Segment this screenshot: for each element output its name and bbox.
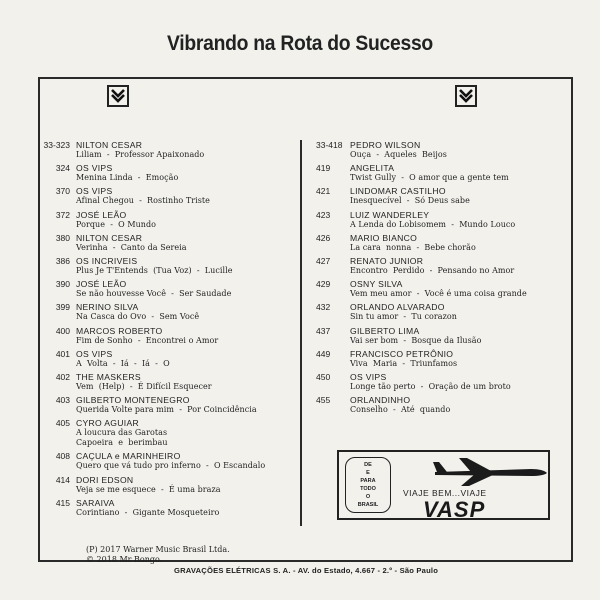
track-entry xyxy=(310,163,565,183)
track-entry xyxy=(310,279,565,299)
track-entry xyxy=(30,418,295,448)
catalog-number: 370 xyxy=(55,186,70,197)
catalog-number: 419 xyxy=(316,163,331,174)
track-entry xyxy=(310,302,565,322)
track-entry xyxy=(30,279,295,299)
catalog-number: 33-323 xyxy=(43,140,70,150)
track-entry xyxy=(310,233,565,253)
track-entry xyxy=(30,256,295,276)
song-titles: Longe tão perto - Oração de um broto xyxy=(350,381,511,391)
catalog-number: 426 xyxy=(316,232,331,243)
column-divider xyxy=(300,140,302,526)
artist-name: RENATO JUNIOR xyxy=(350,255,424,266)
artist-name: GILBERTO MONTENEGRO xyxy=(76,395,190,406)
song-titles: Veja se me esquece - É uma braza xyxy=(76,484,221,494)
artist-name: THE MASKERS xyxy=(76,371,141,382)
catalog-number: 399 xyxy=(55,302,70,313)
artist-name: FRANCISCO PETRÔNIO xyxy=(350,348,454,359)
artist-name: CAÇULA e MARINHEIRO xyxy=(76,451,181,462)
catalog-number: 421 xyxy=(316,186,331,197)
catalog-number: 405 xyxy=(55,418,70,429)
song-titles: Ouça - Aqueles Beijos xyxy=(350,150,447,159)
artist-name: NILTON CESAR xyxy=(76,232,143,243)
catalog-number: 324 xyxy=(55,163,70,174)
credit-line: © 2018 Mr Bongo. xyxy=(86,555,163,564)
badge-line: O xyxy=(365,494,371,500)
track-entry xyxy=(310,256,565,276)
badge-line: DE xyxy=(364,462,372,468)
artist-name: OS INCRIVEIS xyxy=(76,255,138,266)
track-entry xyxy=(30,163,295,183)
track-entry xyxy=(310,210,565,230)
catalog-number: 33-418 xyxy=(316,140,343,150)
catalog-number: 414 xyxy=(55,474,70,485)
track-entry xyxy=(30,210,295,230)
track-entry xyxy=(310,372,565,392)
artist-name: OS VIPS xyxy=(76,348,113,359)
track-entry xyxy=(30,233,295,253)
artist-name: OSNY SILVA xyxy=(350,279,403,290)
song-titles: Plus Je T'Entends (Tua Voz) - Lucille xyxy=(76,265,233,275)
catalog-number: 403 xyxy=(55,395,70,406)
catalog-number: 429 xyxy=(316,279,331,290)
song-titles: Na Casca do Ovo - Sem Você xyxy=(76,312,200,322)
vasp-slogan: VIAJE BEM...VIAJE xyxy=(403,488,487,498)
badge-line: TODO xyxy=(360,486,376,492)
right-tracklist xyxy=(310,140,565,418)
artist-name: OS VIPS xyxy=(76,186,113,197)
song-titles: A Volta - Iá - Iá - O xyxy=(76,358,170,368)
artist-name: CYRO AGUIAR xyxy=(76,418,139,429)
song-titles: Twist Gully - O amor que a gente tem xyxy=(350,173,509,183)
catalog-number: 415 xyxy=(55,497,70,508)
song-titles: Viva Maria - Triunfamos xyxy=(350,358,458,368)
catalog-number: 423 xyxy=(316,209,331,220)
song-titles: Afinal Chegou - Rostinho Triste xyxy=(76,196,210,206)
song-titles: Verinha - Canto da Sereia xyxy=(76,242,187,252)
artist-name: JOSÉ LEÃO xyxy=(76,279,127,290)
vasp-badge xyxy=(345,457,391,513)
track-entry xyxy=(310,326,565,346)
artist-name: DORI EDSON xyxy=(76,474,134,485)
artist-name: ORLANDO ALVARADO xyxy=(350,302,445,313)
airplane-icon xyxy=(431,456,549,488)
badge-line: E xyxy=(366,470,370,476)
song-titles: Conselho - Até quando xyxy=(350,405,451,415)
artist-name: PEDRO WILSON xyxy=(350,140,421,150)
artist-name: NILTON CESAR xyxy=(76,140,143,150)
catalog-number: 402 xyxy=(55,371,70,382)
artist-name: MARIO BIANCO xyxy=(350,232,418,243)
song-titles: Liliam - Professor Apaixonado xyxy=(76,150,205,159)
track-entry xyxy=(310,395,565,415)
artist-name: ANGELITA xyxy=(350,163,395,174)
artist-name: OS VIPS xyxy=(350,371,387,382)
track-entry xyxy=(30,498,295,518)
artist-name: LUIZ WANDERLEY xyxy=(350,209,430,220)
catalog-number: 432 xyxy=(316,302,331,313)
song-titles: Inesquecível - Só Deus sabe xyxy=(350,196,470,206)
song-titles: Vem meu amor - Você é uma coisa grande xyxy=(350,289,527,299)
badge-line: BRASIL xyxy=(357,502,379,508)
track-entry xyxy=(310,140,565,160)
song-titles: Vai ser bom - Bosque da Ilusão xyxy=(350,335,482,345)
page-title: Vibrando na Rota do Sucesso xyxy=(167,32,433,55)
track-entry xyxy=(30,395,295,415)
song-titles: A Lenda do Lobisomem - Mundo Louco xyxy=(350,219,516,229)
artist-name: OS VIPS xyxy=(76,163,113,174)
vasp-brand: VASP xyxy=(423,497,486,522)
catalog-number: 427 xyxy=(316,255,331,266)
catalog-number: 401 xyxy=(55,348,70,359)
artist-name: MARCOS ROBERTO xyxy=(76,325,163,336)
catalog-number: 390 xyxy=(55,279,70,290)
song-titles: Vem (Help) - É Difícil Esquecer xyxy=(76,381,212,391)
song-titles: Fim de Sonho - Encontrei o Amor xyxy=(76,335,219,345)
song-titles: La cara nonna - Bebe chorão xyxy=(350,242,476,252)
track-entry xyxy=(310,186,565,206)
track-entry xyxy=(30,372,295,392)
catalog-number: 400 xyxy=(55,325,70,336)
song-titles: Querida Volte para mim - Por Coincidência xyxy=(76,405,257,415)
label-footer: GRAVAÇÕES ELÉTRICAS S. A. - AV. do Estado, 4.667 - 2.º - São Paulo xyxy=(170,566,442,575)
catalog-number: 372 xyxy=(55,209,70,220)
catalog-number: 455 xyxy=(316,395,331,406)
track-entry xyxy=(30,302,295,322)
song-titles: Encontro Perdido - Pensando no Amor xyxy=(350,265,515,275)
left-tracklist xyxy=(30,140,295,521)
artist-name: SARAIVA xyxy=(76,497,115,508)
artist-name: JOSÉ LEÃO xyxy=(76,209,127,220)
artist-name: GILBERTO LIMA xyxy=(350,325,420,336)
artist-name: NERINO SILVA xyxy=(76,302,139,313)
vasp-advertisement xyxy=(337,450,550,520)
track-entry xyxy=(310,349,565,369)
catalog-number: 437 xyxy=(316,325,331,336)
chevron-down-icon xyxy=(107,85,129,107)
catalog-number: 408 xyxy=(55,451,70,462)
credit-line: (P) 2017 Warner Music Brasil Ltda. xyxy=(86,545,230,554)
badge-line: PARA xyxy=(360,478,376,484)
catalog-number: 450 xyxy=(316,371,331,382)
track-entry xyxy=(30,349,295,369)
song-titles: Porque - O Mundo xyxy=(76,219,157,229)
song-titles: Corintiano - Gigante Mosqueteiro xyxy=(76,507,220,517)
track-entry xyxy=(30,475,295,495)
song-titles: Sin tu amor - Tu corazon xyxy=(350,312,457,322)
song-titles: Quero que vá tudo pro inferno - O Escandalo xyxy=(76,461,266,471)
track-entry xyxy=(30,451,295,471)
song-titles: Menina Linda - Emoção xyxy=(76,173,179,183)
catalog-number: 449 xyxy=(316,348,331,359)
artist-name: ORLANDINHO xyxy=(350,395,411,406)
copyright-credits xyxy=(86,545,230,565)
catalog-number: 380 xyxy=(55,232,70,243)
song-titles: A loucura das Garotas Capoeira e berimbau xyxy=(76,428,168,448)
track-entry xyxy=(30,140,295,160)
song-titles: Se não houvesse Você - Ser Saudade xyxy=(76,289,232,299)
artist-name: LINDOMAR CASTILHO xyxy=(350,186,446,197)
chevron-down-icon xyxy=(455,85,477,107)
track-entry xyxy=(30,326,295,346)
catalog-number: 386 xyxy=(55,255,70,266)
track-entry xyxy=(30,186,295,206)
